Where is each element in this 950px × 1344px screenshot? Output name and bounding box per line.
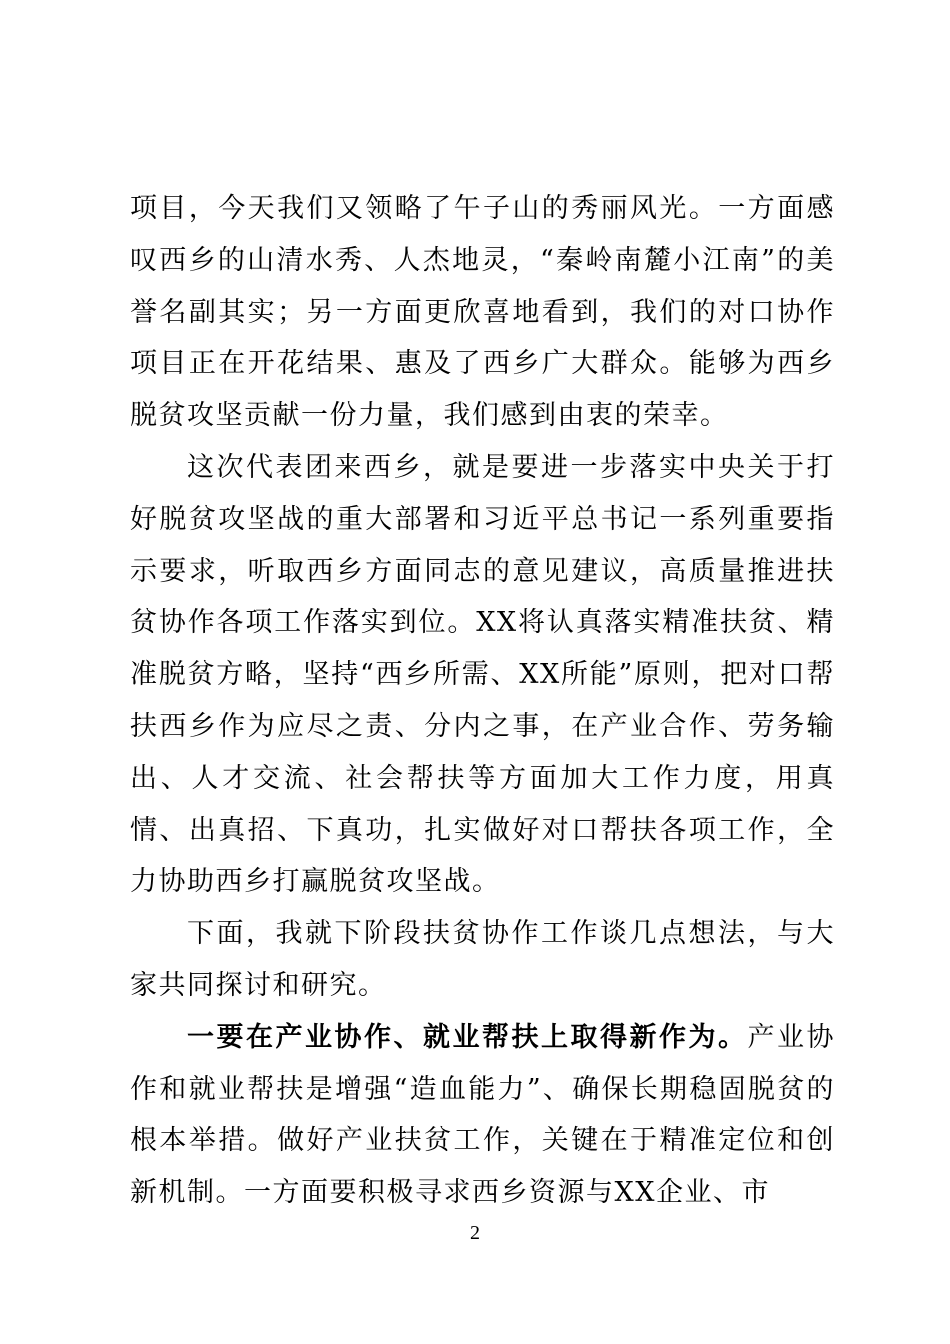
paragraph-2-text: 这次代表团来西乡，就是要进一步落实中央关于打好脱贫攻坚战的重大部署和习近平总书记一系列重要指示要求，听取西乡方面同志的意见建议，高质量推进扶贫协作各项工作落实到位。XX将认真落实精准扶贫、精准脱贫方略，坚持“西乡所需、XX所能”原则，把对口帮扶西乡作为应尽之责、分内之事，在产业合作、劳务输出、人才交流、社会帮扶等方面加大工作力度，用真情、出真招、下真功，扎实做好对口帮扶各项工作，全力协助西乡打赢脱贫攻坚战。 bbox=[130, 451, 835, 898]
paragraph-2 bbox=[130, 442, 835, 908]
paragraph-4-text: 产业协作和就业帮扶是增强“造血能力”、确保长期稳固脱贫的根本举措。做好产业扶贫工作，关键在于精准定位和创新机制。一方面要积极寻求西乡资源与XX企业、市 bbox=[130, 1021, 835, 1209]
paragraph-3 bbox=[130, 908, 835, 1012]
paragraph-4 bbox=[130, 1012, 835, 1219]
document-body bbox=[130, 183, 835, 1219]
paragraph-1 bbox=[130, 183, 835, 442]
page-number: 2 bbox=[470, 1222, 480, 1244]
paragraph-1-text: 项目，今天我们又领略了午子山的秀丽风光。一方面感叹西乡的山清水秀、人杰地灵，“秦岭南麓小江南”的美誉名副其实；另一方面更欣喜地看到，我们的对口协作项目正在开花结果、惠及了西乡广大群众。能够为西乡脱贫攻坚贡献一份力量，我们感到由衷的荣幸。 bbox=[130, 193, 835, 432]
paragraph-3-text: 下面，我就下阶段扶贫协作工作谈几点想法，与大家共同探讨和研究。 bbox=[130, 918, 835, 1001]
paragraph-4-heading: 一要在产业协作、就业帮扶上取得新作为。 bbox=[187, 1021, 748, 1053]
